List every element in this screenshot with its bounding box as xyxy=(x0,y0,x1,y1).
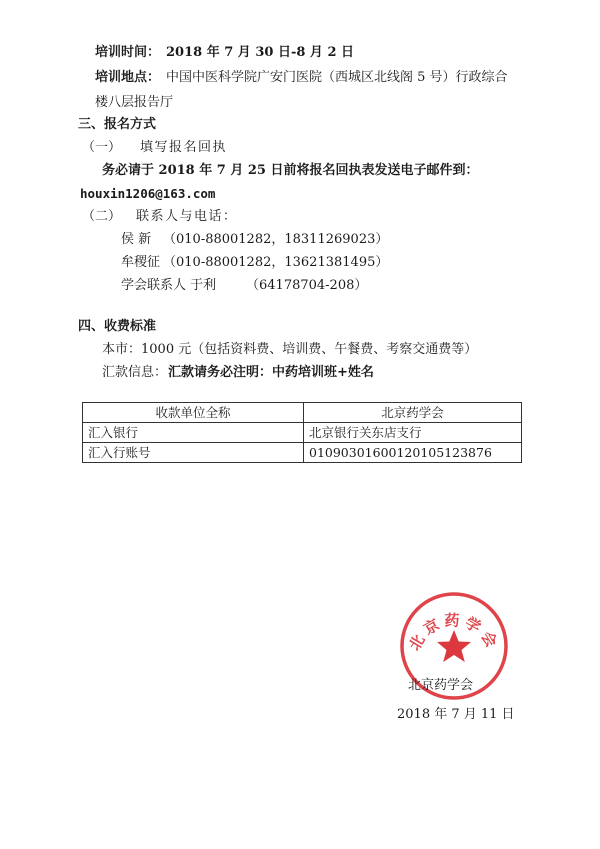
contact-name: 牟稷征 xyxy=(121,255,161,270)
training-time-label: 培训时间： xyxy=(95,45,161,60)
signature-org: 北京药学会 xyxy=(408,678,474,693)
registration-sub1-title: 填写报名回执 xyxy=(140,140,228,155)
fees-heading: 四、收费标准 xyxy=(78,319,157,334)
registration-sub1-num: （一） xyxy=(82,140,122,155)
registration-heading: 三、报名方式 xyxy=(78,117,157,132)
contact-phone: （64178704-208） xyxy=(246,278,368,293)
remit-note: 汇款请务必注明：中药培训班+姓名 xyxy=(168,365,374,380)
training-place-value: 中国中医科学院广安门医院（西城区北线阁 5 号）行政综合 xyxy=(166,70,508,85)
training-time-value: 2018 年 7 月 30 日-8 月 2 日 xyxy=(166,45,355,60)
training-place-value-cont: 楼八层报告厅 xyxy=(95,95,174,110)
registration-instruction: 务必请于 2018 年 7 月 25 日前将报名回执表发送电子邮件到： xyxy=(102,163,479,178)
contact-name: 学会联系人 于利 xyxy=(121,278,217,293)
fees-line: 本市：1000 元（包括资料费、培训费、午餐费、考察交通费等） xyxy=(102,342,478,357)
table-header-row xyxy=(83,403,522,423)
training-place-label: 培训地点： xyxy=(95,70,161,85)
table-cell: 汇入行账号 xyxy=(83,443,304,463)
table-cell: 01090301600120105123876 xyxy=(304,443,522,463)
table-row xyxy=(83,423,522,443)
table-header-cell: 收款单位全称 xyxy=(83,403,304,423)
payment-table xyxy=(82,402,522,463)
contact-phone: （010-88001282，18311269023） xyxy=(163,232,389,247)
registration-sub2-num: （二） xyxy=(82,209,122,224)
signature-date: 2018 年 7 月 11 日 xyxy=(397,707,515,722)
table-cell: 北京银行关东店支行 xyxy=(304,423,522,443)
registration-email: houxin1206@163.com xyxy=(80,186,216,201)
registration-sub2-title: 联系人与电话： xyxy=(136,209,238,224)
contact-name: 侯 新 xyxy=(121,232,152,247)
table-header-cell: 北京药学会 xyxy=(304,403,522,423)
remit-label: 汇款信息： xyxy=(102,365,168,380)
contact-phone: （010-88001282，13621381495） xyxy=(163,255,389,270)
table-cell: 汇入银行 xyxy=(83,423,304,443)
table-row xyxy=(83,443,522,463)
seal-text: 北京药学会 xyxy=(405,611,503,654)
